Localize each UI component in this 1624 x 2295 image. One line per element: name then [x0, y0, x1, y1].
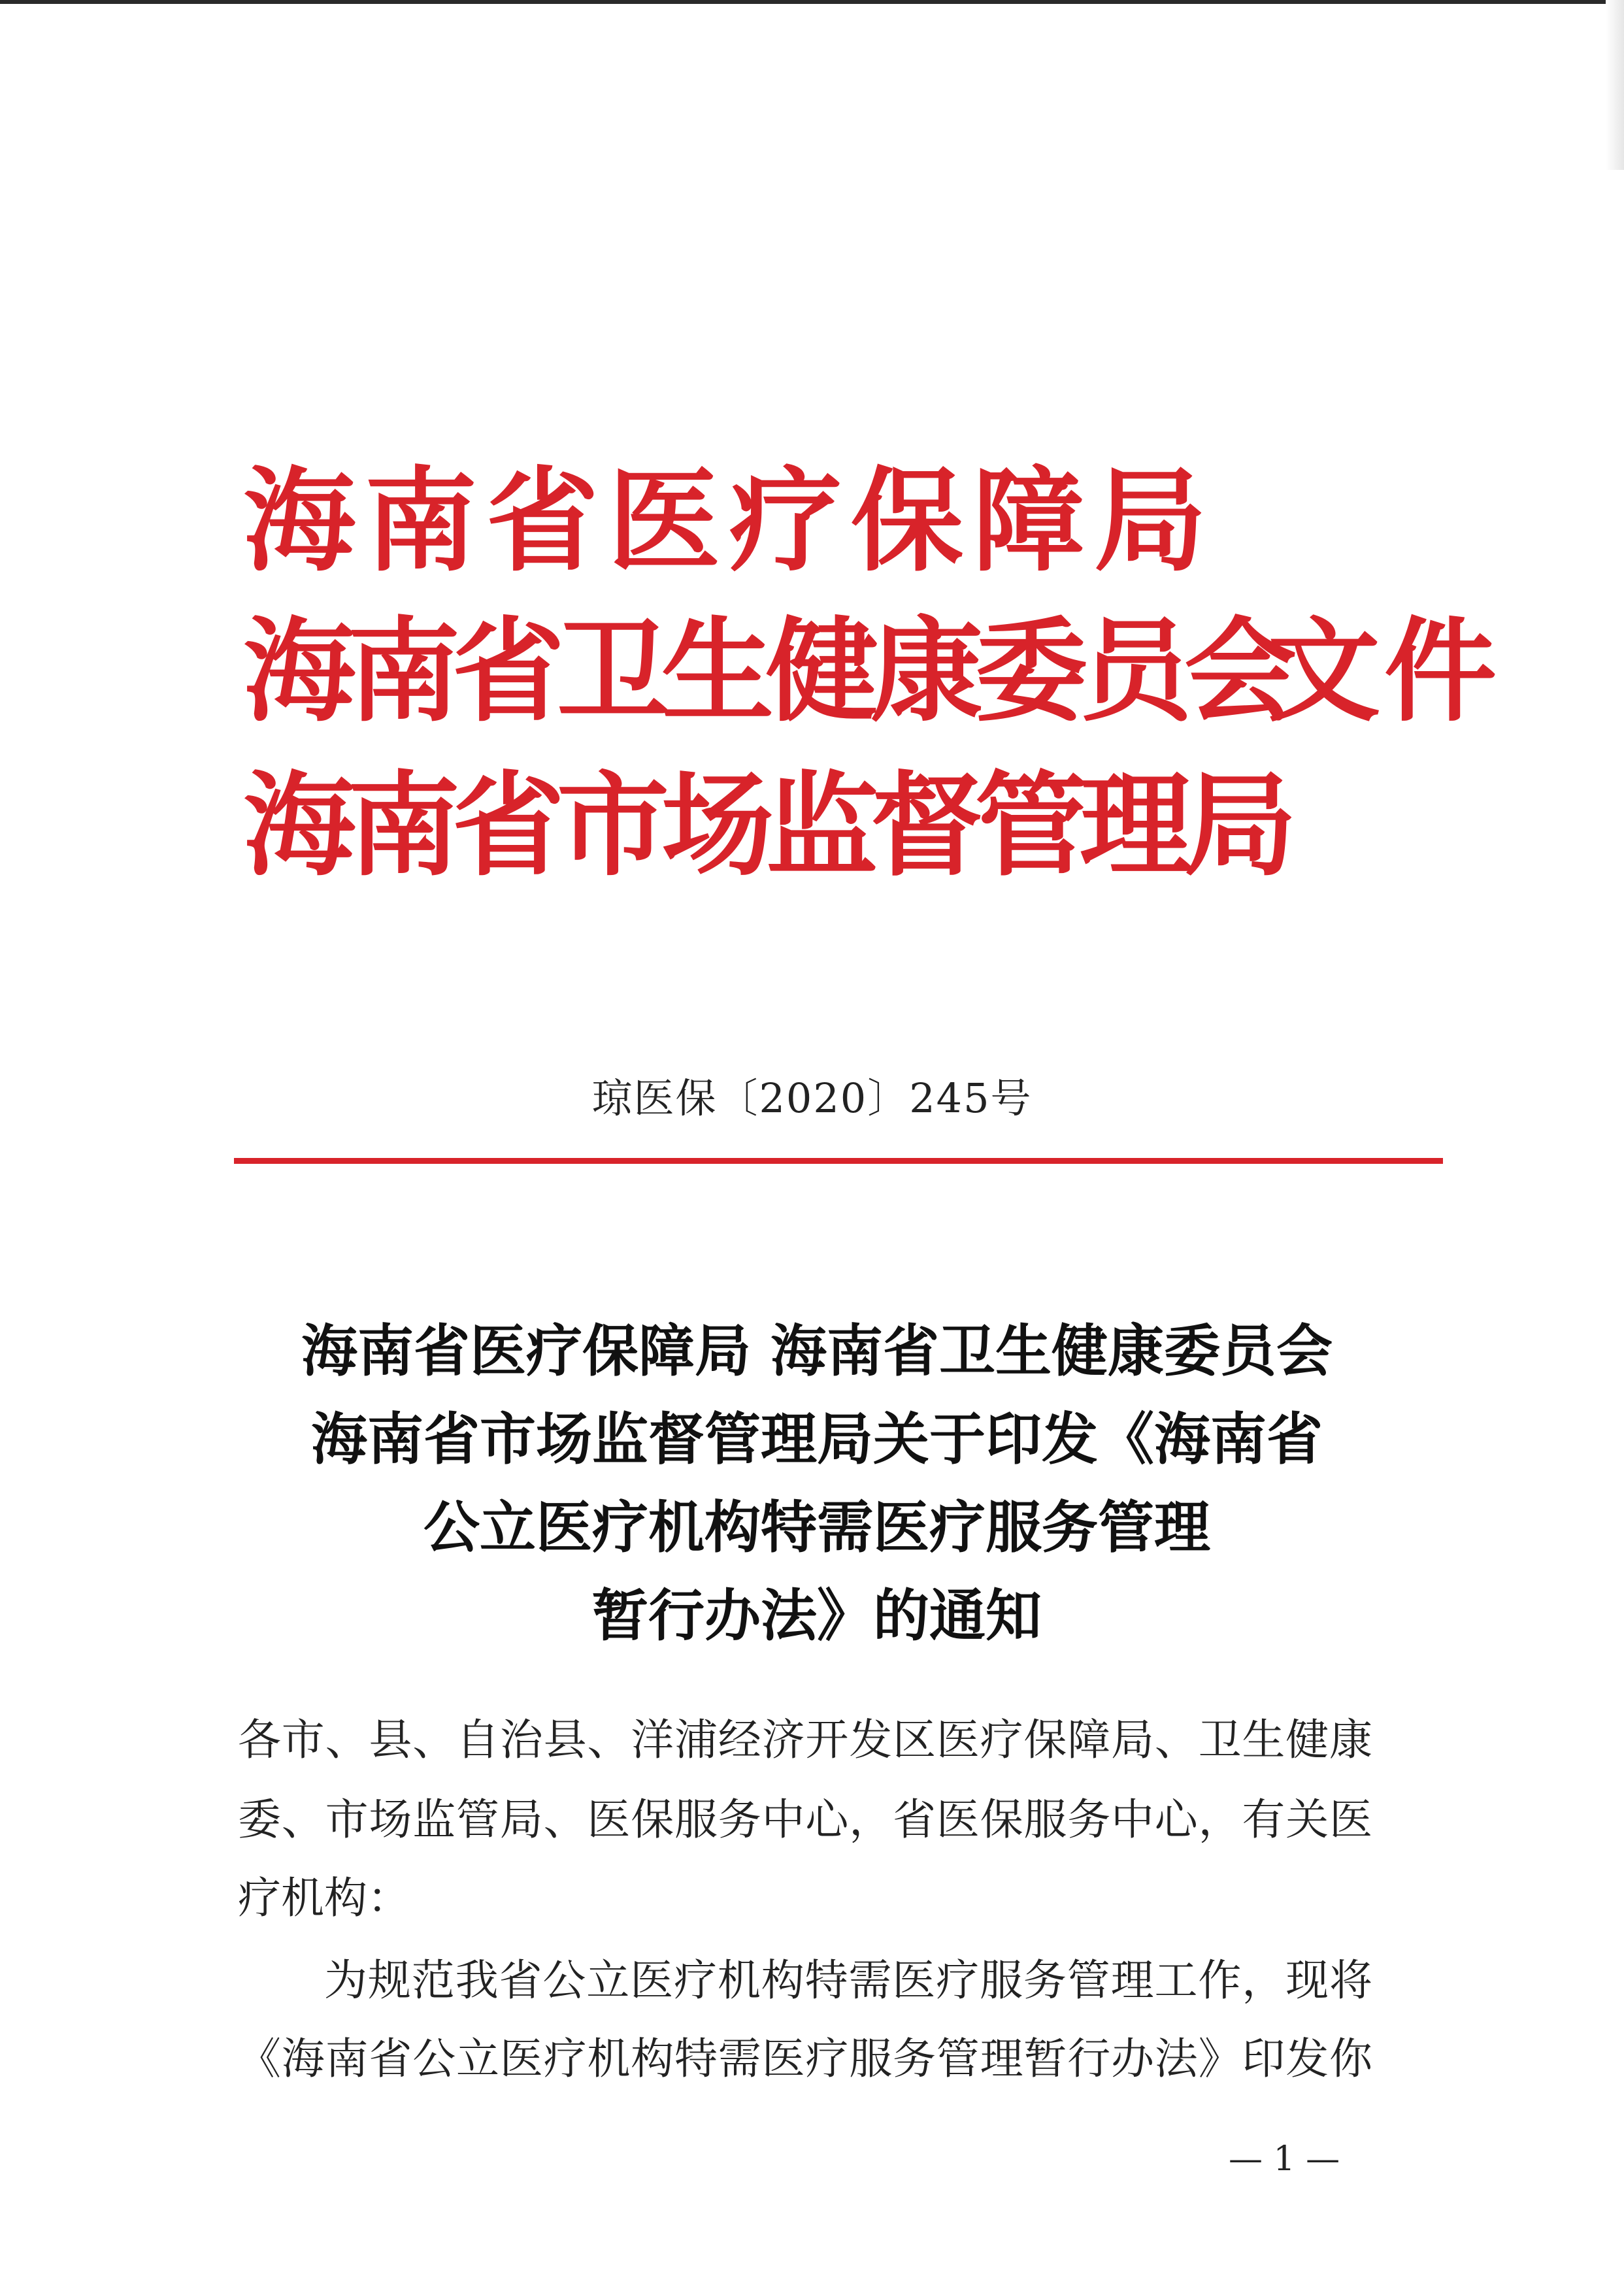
title-line: 海南省医疗保障局 海南省卫生健康委员会 [301, 1318, 1333, 1384]
issuer-health-commission: 海南省卫生健康委员会 [243, 606, 1289, 737]
page-number: — 1 — [1229, 2139, 1340, 2179]
document-number: 琼医保〔2020〕245号 [591, 1074, 1033, 1122]
issuer-medical-security-bureau: 海南省医疗保障局 [243, 455, 1216, 587]
scan-edge-right [1606, 0, 1624, 170]
title-line: 公立医疗机构特需医疗服务管理 [423, 1494, 1210, 1560]
paragraph-line: 为规范我省公立医疗机构特需医疗服务管理工作，现将 [324, 1955, 1372, 2006]
issuer-market-regulation-bureau: 海南省市场监督管理局 [243, 760, 1289, 891]
title-line: 暂行办法》的通知 [592, 1583, 1042, 1649]
paragraph-line: 《海南省公立医疗机构特需医疗服务管理暂行办法》印发你 [238, 2034, 1372, 2084]
document-kind-label: 文件 [1268, 606, 1500, 737]
addressee-line: 各市、县、自治县、洋浦经济开发区医疗保障局、卫生健康 [238, 1715, 1372, 1765]
red-divider-line [234, 1158, 1443, 1164]
title-line: 海南省市场监督管理局关于印发《海南省 [311, 1406, 1323, 1472]
scan-edge-top [0, 0, 1624, 4]
addressee-line: 疗机构： [238, 1873, 410, 1923]
addressee-line: 委、市场监管局、医保服务中心，省医保服务中心，有关医 [238, 1794, 1372, 1845]
document-title [196, 1307, 1438, 1660]
